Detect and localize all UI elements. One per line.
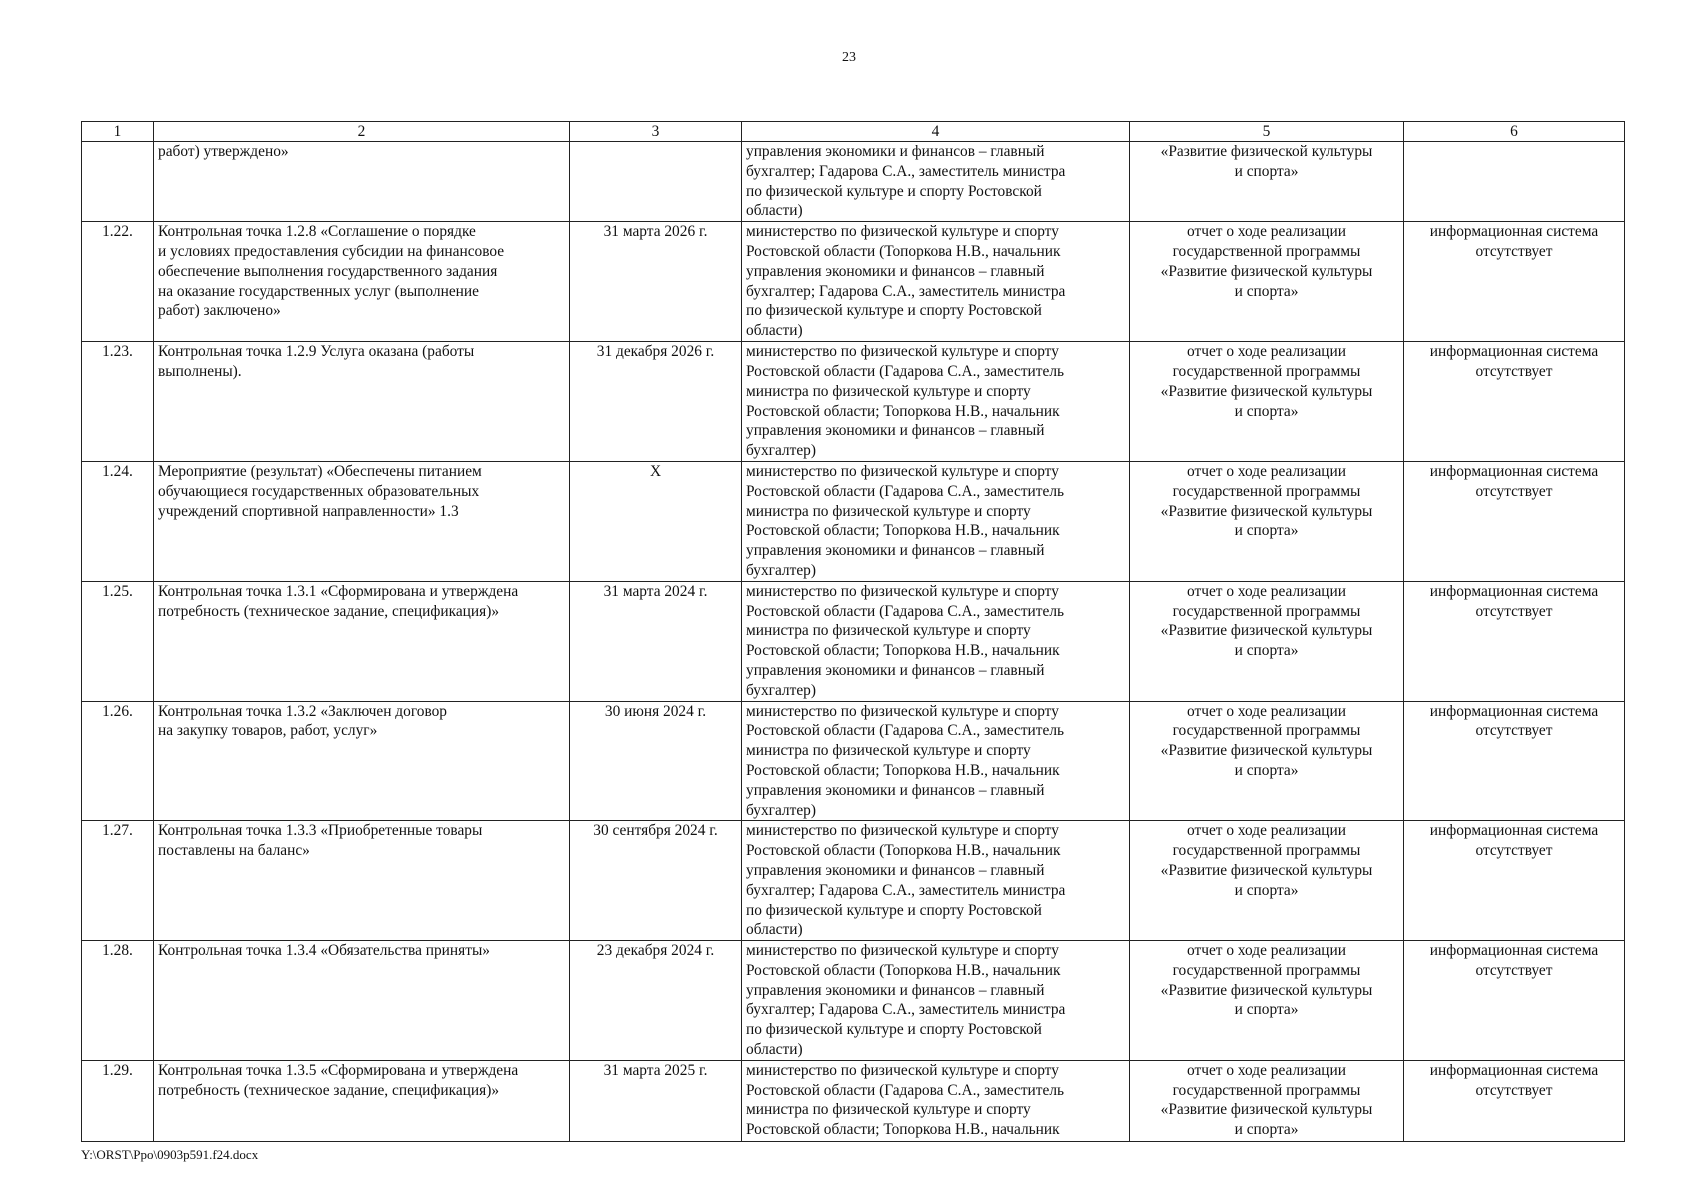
table-row bbox=[82, 821, 1625, 941]
row-name: Мероприятие (результат) «Обеспечены питанием обучающиеся государственных образовательных учреждений спортивной направленности» 1.3 bbox=[154, 461, 570, 581]
row-name: Контрольная точка 1.3.5 «Сформирована и утверждена потребность (техническое задание, спецификация)» bbox=[154, 1060, 570, 1141]
row-date: 30 июня 2024 г. bbox=[570, 701, 742, 821]
row-document: отчет о ходе реализации государственной программы «Развитие физической культуры и спорта» bbox=[1130, 581, 1404, 701]
column-header-4: 4 bbox=[742, 122, 1130, 142]
row-name: Контрольная точка 1.3.3 «Приобретенные товары поставлены на баланс» bbox=[154, 821, 570, 941]
row-number: 1.27. bbox=[82, 821, 154, 941]
row-info-system: информационная система отсутствует bbox=[1404, 941, 1625, 1061]
row-number: 1.23. bbox=[82, 342, 154, 462]
row-name: работ) утверждено» bbox=[154, 142, 570, 222]
row-name: Контрольная точка 1.2.8 «Соглашение о порядке и условиях предоставления субсидии на финансовое обеспечение выполнения государственного задания на оказание государственных услуг (выполнение работ) заключено» bbox=[154, 222, 570, 342]
row-info-system: информационная система отсутствует bbox=[1404, 342, 1625, 462]
row-responsible: министерство по физической культуре и спорту Ростовской области (Гадарова С.А., заместитель министра по физической культуре и спорту Ростовской области; Топоркова Н.В., начальник управления экономики и финансов – главный бухгалтер) bbox=[742, 342, 1130, 462]
row-responsible: министерство по физической культуре и спорту Ростовской области (Топоркова Н.В., начальник управления экономики и финансов – главный бухгалтер; Гадарова С.А., заместитель министра по физической культуре и спорту Ростовской области) bbox=[742, 222, 1130, 342]
column-header-6: 6 bbox=[1404, 122, 1625, 142]
row-number: 1.25. bbox=[82, 581, 154, 701]
table-row bbox=[82, 1060, 1625, 1141]
table-row bbox=[82, 342, 1625, 462]
row-document: отчет о ходе реализации государственной программы «Развитие физической культуры и спорта» bbox=[1130, 1060, 1404, 1141]
row-date: 23 декабря 2024 г. bbox=[570, 941, 742, 1061]
row-info-system: информационная система отсутствует bbox=[1404, 461, 1625, 581]
row-date bbox=[570, 142, 742, 222]
row-document: отчет о ходе реализации государственной программы «Развитие физической культуры и спорта» bbox=[1130, 821, 1404, 941]
row-info-system: информационная система отсутствует bbox=[1404, 821, 1625, 941]
row-document: отчет о ходе реализации государственной программы «Развитие физической культуры и спорта» bbox=[1130, 222, 1404, 342]
row-number: 1.24. bbox=[82, 461, 154, 581]
row-responsible: министерство по физической культуре и спорту Ростовской области (Топоркова Н.В., начальник управления экономики и финансов – главный бухгалтер; Гадарова С.А., заместитель министра по физической культуре и спорту Ростовской области) bbox=[742, 821, 1130, 941]
row-document: отчет о ходе реализации государственной программы «Развитие физической культуры и спорта» bbox=[1130, 461, 1404, 581]
row-name: Контрольная точка 1.3.2 «Заключен договор на закупку товаров, работ, услуг» bbox=[154, 701, 570, 821]
row-document: отчет о ходе реализации государственной программы «Развитие физической культуры и спорта» bbox=[1130, 941, 1404, 1061]
row-name: Контрольная точка 1.3.1 «Сформирована и утверждена потребность (техническое задание, спецификация)» bbox=[154, 581, 570, 701]
row-responsible: управления экономики и финансов – главный бухгалтер; Гадарова С.А., заместитель министра по физической культуре и спорту Ростовской области) bbox=[742, 142, 1130, 222]
row-number: 1.26. bbox=[82, 701, 154, 821]
row-info-system: информационная система отсутствует bbox=[1404, 222, 1625, 342]
table-row bbox=[82, 581, 1625, 701]
row-info-system: информационная система отсутствует bbox=[1404, 1060, 1625, 1141]
row-number bbox=[82, 142, 154, 222]
row-date: 30 сентября 2024 г. bbox=[570, 821, 742, 941]
table-row bbox=[82, 701, 1625, 821]
row-number: 1.22. bbox=[82, 222, 154, 342]
column-header-5: 5 bbox=[1130, 122, 1404, 142]
column-header-2: 2 bbox=[154, 122, 570, 142]
table-body bbox=[82, 142, 1625, 1142]
row-info-system: информационная система отсутствует bbox=[1404, 701, 1625, 821]
row-document: «Развитие физической культуры и спорта» bbox=[1130, 142, 1404, 222]
page-number: 23 bbox=[842, 50, 856, 65]
table-row bbox=[82, 461, 1625, 581]
row-info-system bbox=[1404, 142, 1625, 222]
table-row bbox=[82, 222, 1625, 342]
table-row bbox=[82, 941, 1625, 1061]
row-info-system: информационная система отсутствует bbox=[1404, 581, 1625, 701]
row-responsible: министерство по физической культуре и спорту Ростовской области (Гадарова С.А., заместитель министра по физической культуре и спорту Ростовской области; Топоркова Н.В., начальник управления экономики и финансов – главный бухгалтер) bbox=[742, 701, 1130, 821]
table-row bbox=[82, 142, 1625, 222]
row-responsible: министерство по физической культуре и спорту Ростовской области (Топоркова Н.В., начальник управления экономики и финансов – главный бухгалтер; Гадарова С.А., заместитель министра по физической культуре и спорту Ростовской области) bbox=[742, 941, 1130, 1061]
row-number: 1.28. bbox=[82, 941, 154, 1061]
row-document: отчет о ходе реализации государственной программы «Развитие физической культуры и спорта» bbox=[1130, 342, 1404, 462]
row-date: 31 марта 2024 г. bbox=[570, 581, 742, 701]
document-table bbox=[81, 121, 1625, 1142]
row-name: Контрольная точка 1.3.4 «Обязательства приняты» bbox=[154, 941, 570, 1061]
row-number: 1.29. bbox=[82, 1060, 154, 1141]
footer-file-path: Y:\ORST\Ppo\0903p591.f24.docx bbox=[81, 1147, 259, 1162]
row-responsible: министерство по физической культуре и спорту Ростовской области (Гадарова С.А., заместитель министра по физической культуре и спорту Ростовской области; Топоркова Н.В., начальник управления экономики и финансов – главный бухгалтер) bbox=[742, 581, 1130, 701]
row-date: 31 декабря 2026 г. bbox=[570, 342, 742, 462]
row-date: 31 марта 2026 г. bbox=[570, 222, 742, 342]
row-date: Х bbox=[570, 461, 742, 581]
header-row bbox=[82, 122, 1625, 142]
row-date: 31 марта 2025 г. bbox=[570, 1060, 742, 1141]
row-responsible: министерство по физической культуре и спорту Ростовской области (Гадарова С.А., заместитель министра по физической культуре и спорту Ростовской области; Топоркова Н.В., начальник bbox=[742, 1060, 1130, 1141]
column-header-1: 1 bbox=[82, 122, 154, 142]
row-responsible: министерство по физической культуре и спорту Ростовской области (Гадарова С.А., заместитель министра по физической культуре и спорту Ростовской области; Топоркова Н.В., начальник управления экономики и финансов – главный бухгалтер) bbox=[742, 461, 1130, 581]
table-header bbox=[82, 122, 1625, 142]
row-name: Контрольная точка 1.2.9 Услуга оказана (работы выполнены). bbox=[154, 342, 570, 462]
row-document: отчет о ходе реализации государственной программы «Развитие физической культуры и спорта» bbox=[1130, 701, 1404, 821]
column-header-3: 3 bbox=[570, 122, 742, 142]
